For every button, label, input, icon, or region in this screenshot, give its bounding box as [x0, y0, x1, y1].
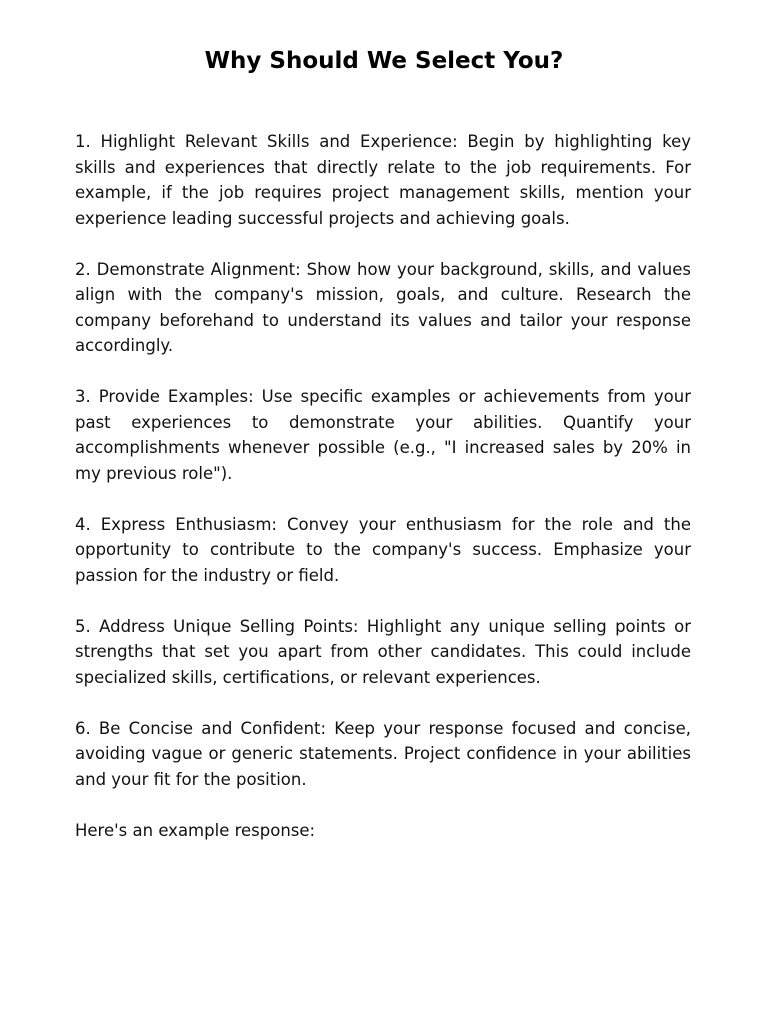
- tip-provide-examples: 3. Provide Examples: Use specific examples or achievements from your past experiences to demonstrate your abilities. Quantify your accomplishments whenever possible (e.g., "I increased sales by 20% in my previous role").: [75, 387, 691, 483]
- tip-unique-selling-points: 5. Address Unique Selling Points: Highlight any unique selling points or strengths that set you apart from other candidates. This could include specialized skills, certifications, or relevant experiences.: [75, 616, 691, 687]
- document-body: [75, 129, 691, 843]
- page-title: Why Should We Select You?: [204, 48, 564, 74]
- tip-demonstrate-alignment: 2. Demonstrate Alignment: Show how your background, skills, and values align with the company's mission, goals, and culture. Research the company beforehand to understand its values and tailor your response accordingly.: [75, 259, 691, 355]
- tip-express-enthusiasm: 4. Express Enthusiasm: Convey your enthusiasm for the role and the opportunity to contribute to the company's success. Emphasize your passion for the industry or field.: [75, 514, 691, 585]
- example-response-intro: Here's an example response:: [75, 820, 316, 840]
- tip-highlight-skills: 1. Highlight Relevant Skills and Experience: Begin by highlighting key skills and experiences that directly relate to the job requirements. For example, if the job requires project management skills, mention your experience leading successful projects and achieving goals.: [75, 132, 691, 228]
- tip-concise-confident: 6. Be Concise and Confident: Keep your response focused and concise, avoiding vague or generic statements. Project confidence in your abilities and your fit for the position.: [75, 718, 691, 789]
